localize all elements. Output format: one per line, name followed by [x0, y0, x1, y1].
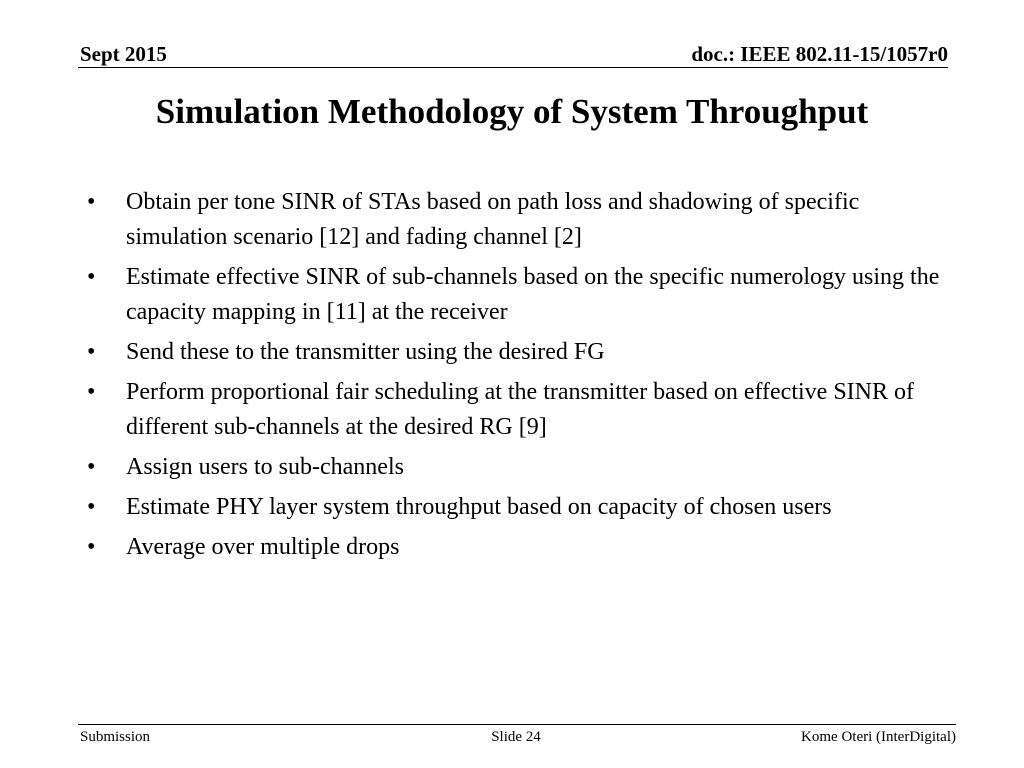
footer-divider [78, 724, 956, 725]
bullet-icon: • [87, 379, 96, 405]
bullet-icon: • [87, 189, 96, 215]
bullet-icon: • [87, 339, 96, 365]
bullet-text: Send these to the transmitter using the desired FG [126, 339, 605, 365]
bullet-text: Obtain per tone SINR of STAs based on path loss and shadowing of specific simulation scenario [12] and fading channel [2] [126, 189, 860, 250]
header-date: Sept 2015 [80, 42, 167, 66]
header-doc-id: doc.: IEEE 802.11-15/1057r0 [691, 42, 948, 66]
footer-submission: Submission [80, 729, 151, 745]
bullet-item [84, 375, 944, 445]
header-divider [78, 67, 948, 68]
bullet-list [84, 185, 944, 570]
bullet-text: Assign users to sub-channels [126, 454, 404, 480]
bullet-item [84, 450, 944, 485]
bullet-text: Estimate PHY layer system throughput based on capacity of chosen users [126, 494, 832, 520]
bullet-icon: • [87, 534, 96, 560]
bullet-text: Average over multiple drops [126, 534, 400, 560]
bullet-item [84, 260, 944, 330]
bullet-icon: • [87, 454, 96, 480]
bullet-text: Estimate effective SINR of sub-channels based on the specific numerology using the capacity mapping in [11] at the receiver [126, 264, 940, 325]
bullet-item [84, 530, 944, 565]
bullet-item [84, 185, 944, 255]
bullet-item [84, 490, 944, 525]
bullet-icon: • [87, 494, 96, 520]
footer-author: Kome Oteri (InterDigital) [801, 729, 956, 745]
slide-title: Simulation Methodology of System Throughput [155, 92, 869, 131]
bullet-item [84, 335, 944, 370]
bullet-text: Perform proportional fair scheduling at the transmitter based on effective SINR of different sub-channels at the desired RG [9] [126, 379, 914, 440]
bullet-icon: • [87, 264, 96, 290]
footer-slide-number: Slide 24 [491, 729, 541, 745]
